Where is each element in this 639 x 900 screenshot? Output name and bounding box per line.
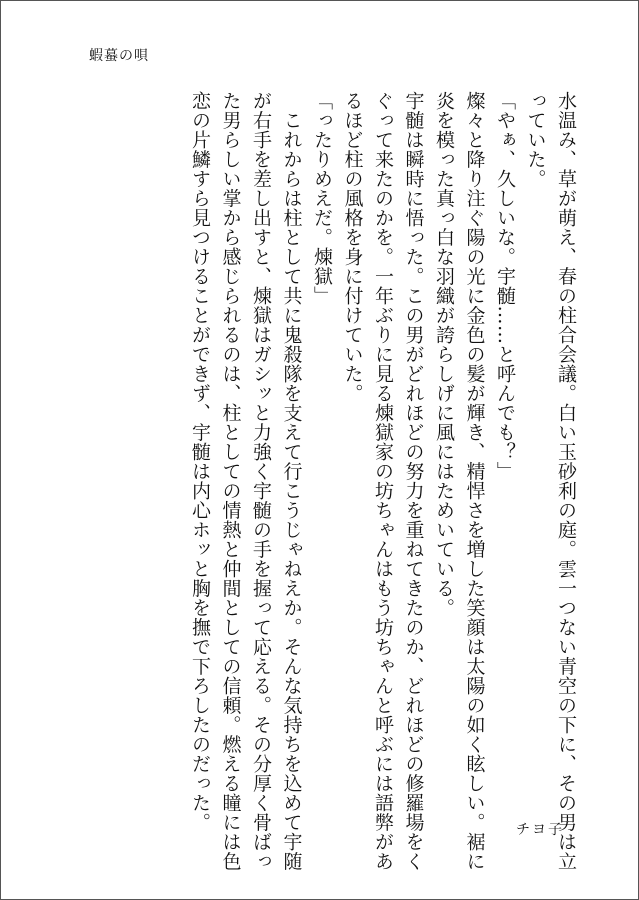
story-text (111, 91, 581, 871)
paragraph-5: 「ったりめえだ。煉獄」 (311, 91, 333, 306)
paragraph-1: 水温み、草が萌え、春の柱合会議。白い玉砂利の庭。雲一つない青空の下に、その男は立っていた。 (524, 91, 577, 871)
paragraph-2: 「やぁ、久しいな。宇髄……と呼んでも？」 (494, 91, 516, 481)
paragraph-6: これからは柱として共に鬼殺隊を支えて行こうじゃねえか。そんな気持ちを込めて宇随が右手を差し出すと、煉獄はガシッと力強く宇髄の手を握って応える。その分厚く骨ばった男らしい掌から感じられるのは、柱としての情熱と仲間としての信頼。燃える瞳には色恋の片鱗すら見つけることができず、宇髄は内心ホッと胸を撫で下ろしたのだった。 (189, 91, 303, 871)
paragraph-3: 燦々と降り注ぐ陽の光に金色の髪が輝き、精悍さを増した笑顔は太陽の如く眩しい。裾に炎を模った真っ白な羽織が誇らしげに風にはためいている。 (433, 91, 486, 871)
page-title: 蝦蟇の唄 (89, 48, 149, 64)
author-name: チヨ子 (516, 822, 564, 838)
paragraph-4: 宇髄は瞬時に悟った。この男がどれほどの努力を重ねてきたのか、どれほどの修羅場をくぐって来たのかを。一年ぶりに見る煉獄家の坊ちゃんはもう坊ちゃんと呼ぶには語弊があるほど柱の風格を身に付けていた。 (341, 91, 425, 871)
